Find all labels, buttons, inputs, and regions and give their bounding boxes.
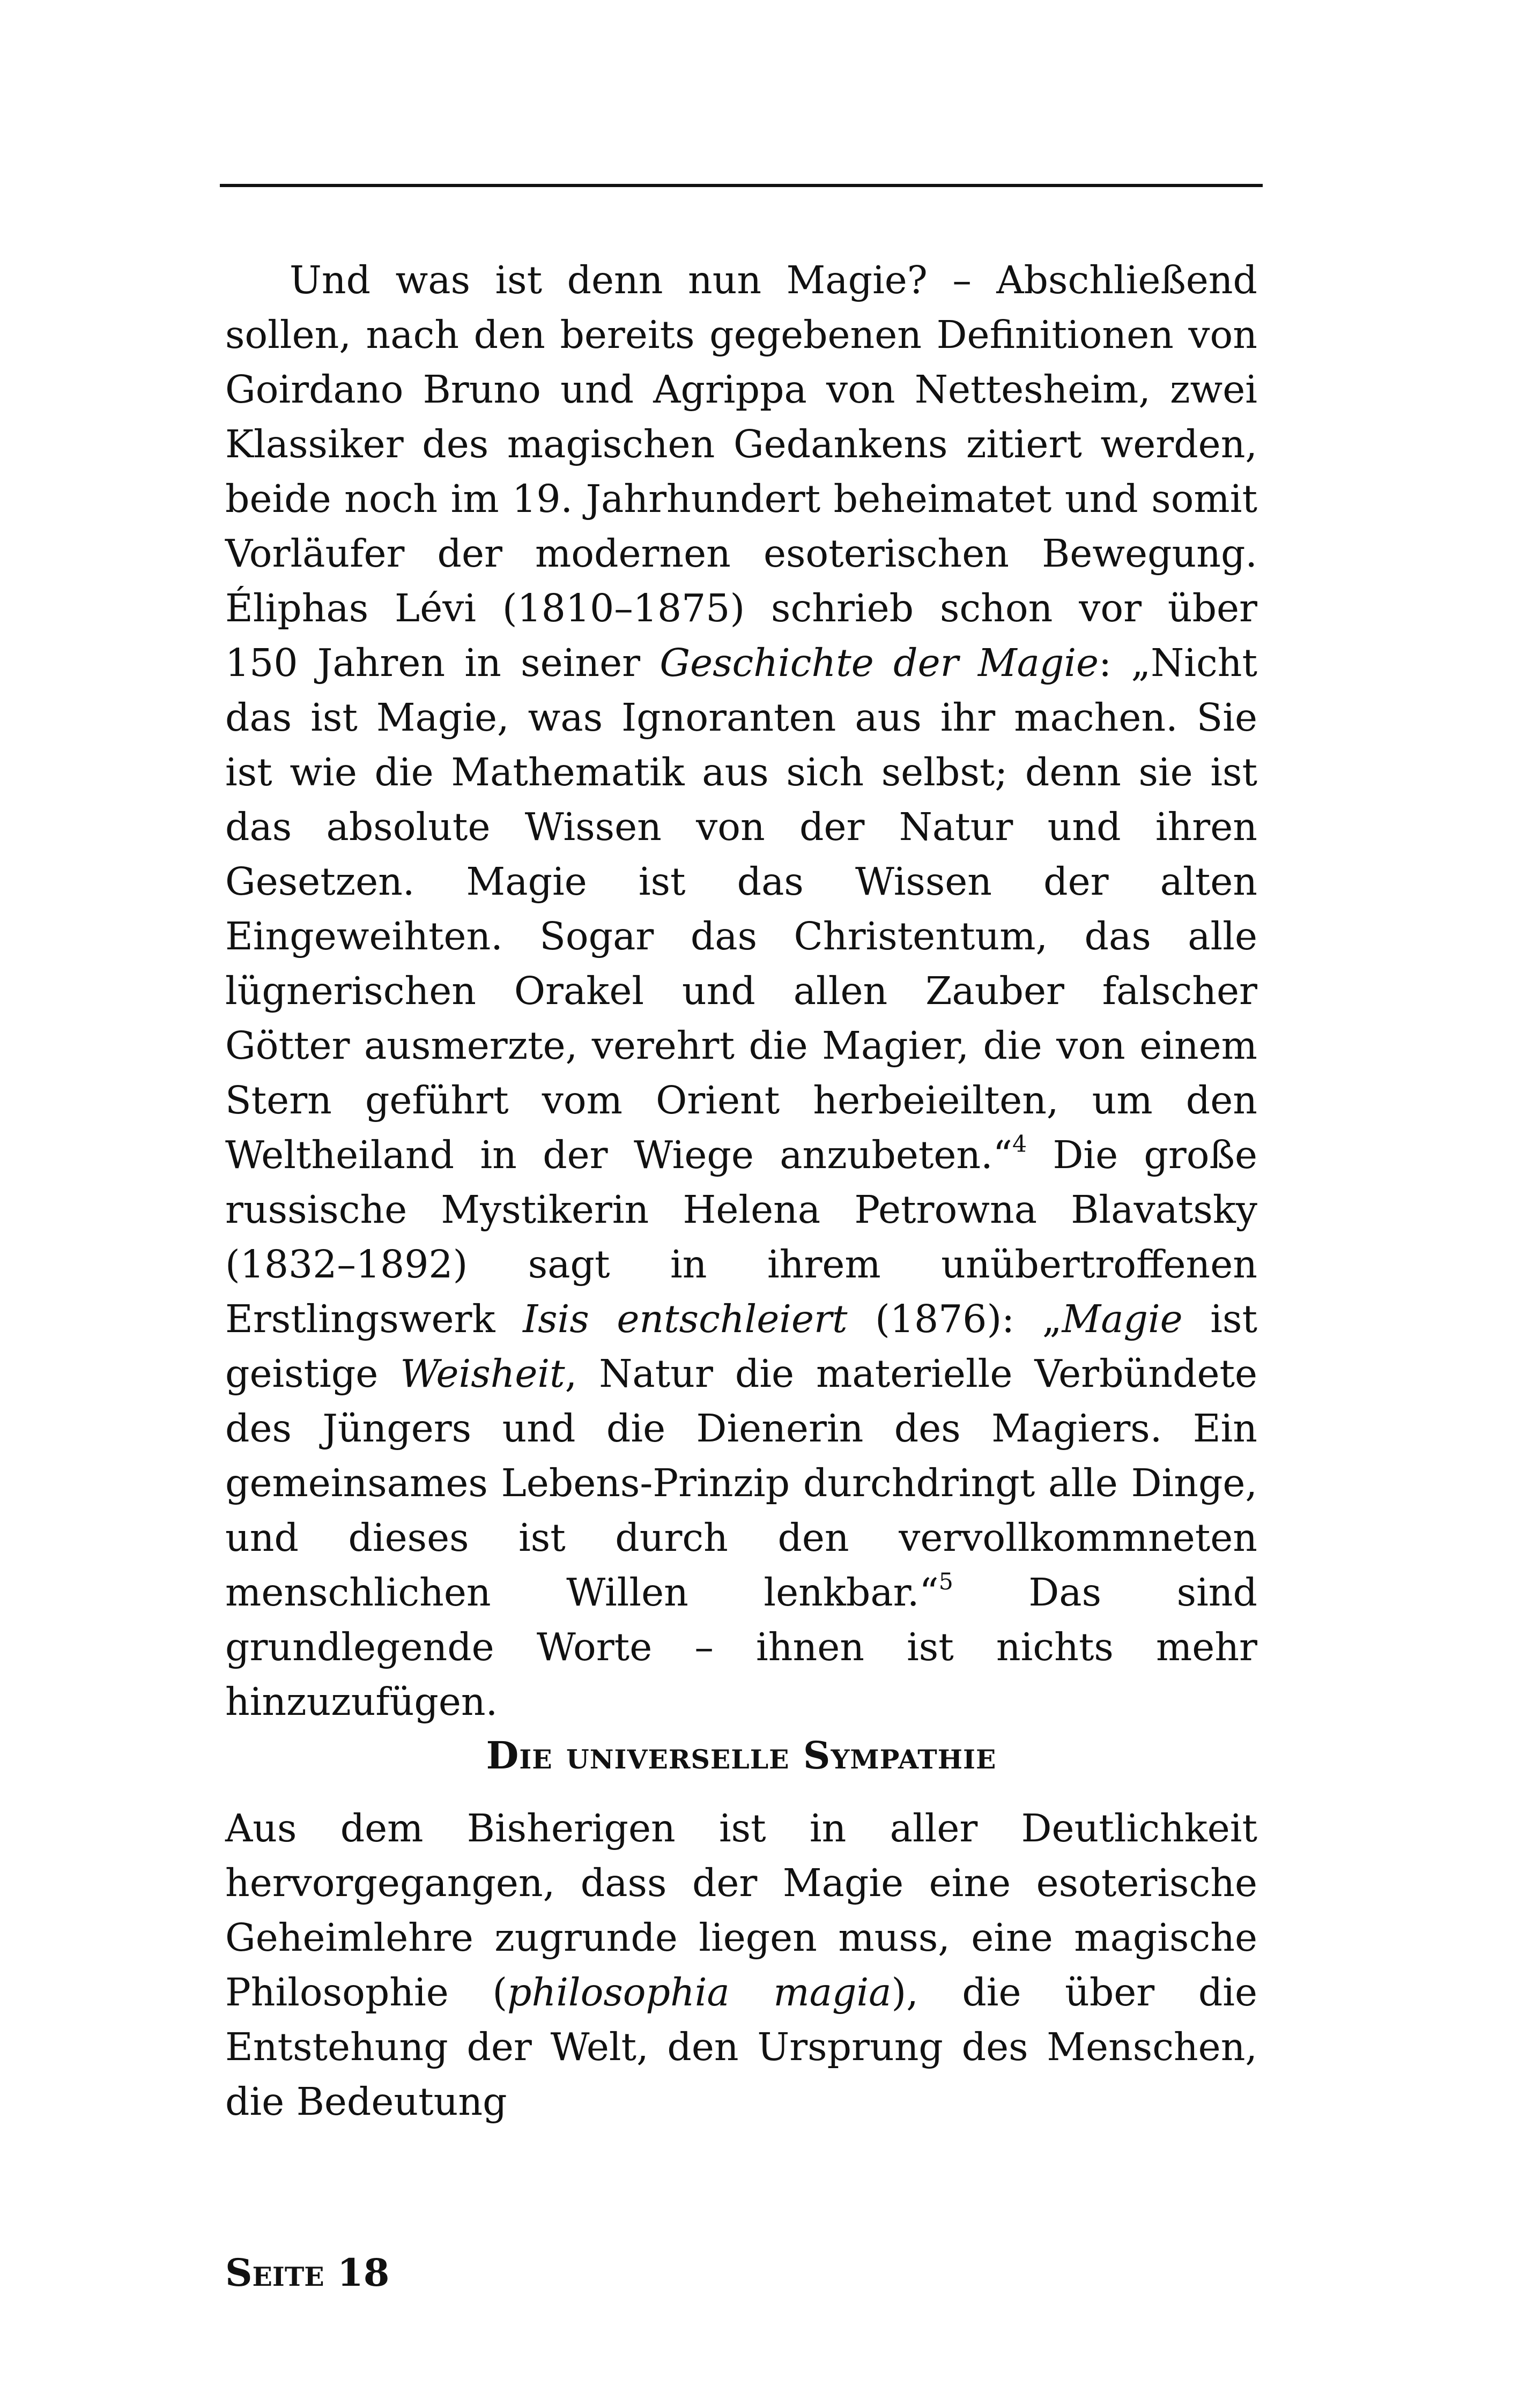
footnote-marker-5: 5 (938, 1569, 953, 1596)
header-rule (220, 184, 1263, 187)
book-title-isis-entschleiert: Isis entschleiert (523, 1297, 848, 1341)
text-run: (1876): „ (847, 1297, 1062, 1341)
book-title-geschichte-der-magie: Geschichte der Magie (660, 641, 1099, 685)
text-run: ist geistige (225, 1297, 1257, 1396)
text-run: : „Nicht das ist Magie, was Ignoranten aus ihr machen. Sie ist wie die Mathematik aus sich selbst; denn sie ist das absolute Wissen von der Natur und ihren Gesetzen. Magie ist das Wissen der alten Eingeweihten. Sogar das Christentum, das alle lügnerischen Orakel und allen Zauber falscher Götter ausmerzte, verehrt die Magier, die von einem Stern geführt vom Orient herbeieilten, um den Weltheiland in der Wiege anzubeten.“ (225, 641, 1257, 1177)
footnote-marker-4: 4 (1012, 1131, 1027, 1158)
text-run: Aus dem Bisherigen ist in aller Deutlichkeit hervorgegangen, dass der Magie eine esoterische Geheimlehre zugrunde liegen muss, eine magische Philosophie ( (225, 1806, 1257, 2015)
term-weisheit: Weisheit (400, 1351, 565, 1396)
paragraph-universal-sympathy (225, 1801, 1257, 2129)
paragraph-magic-definitions (225, 253, 1257, 1729)
text-run: ), die über die Entstehung der Welt, den Ursprung des Menschen, die Bedeutung (225, 1970, 1257, 2124)
page-number: Seite 18 (225, 2250, 390, 2295)
text-run: Und was ist denn nun Magie? – Abschließend sollen, nach den bereits gegebenen Definitionen von Goirdano Bruno und Agrippa von Nettesheim, zwei Klassiker des magischen Gedankens zitiert werden, beide noch im 19. Jahrhundert beheimatet und somit Vorläufer der modernen esoterischen Bewegung. Éliphas Lévi (1810–1875) schrieb schon vor über 150 Jahren in seiner (225, 258, 1257, 685)
section-heading: Die universelle Sympathie (486, 1733, 997, 1778)
text-run: Die große russische Mystikerin Helena Petrowna Blavatsky (1832–1892) sagt in ihrem unübertroffenen Erstlingswerk (225, 1133, 1257, 1341)
term-philosophia-magia: philosophia magia (507, 1970, 892, 2015)
text-run: , Natur die materielle Verbündete des Jüngers und die Dienerin des Magiers. Ein gemeinsames Lebens-Prinzip durchdringt alle Dinge, und dieses ist durch den vervollkommneten menschlichen Willen lenkbar.“ (225, 1351, 1258, 1615)
term-magie: Magie (1062, 1297, 1183, 1341)
text-run: Das sind grundlegende Worte – ihnen ist nichts mehr hinzuzufügen. (225, 1570, 1257, 1724)
